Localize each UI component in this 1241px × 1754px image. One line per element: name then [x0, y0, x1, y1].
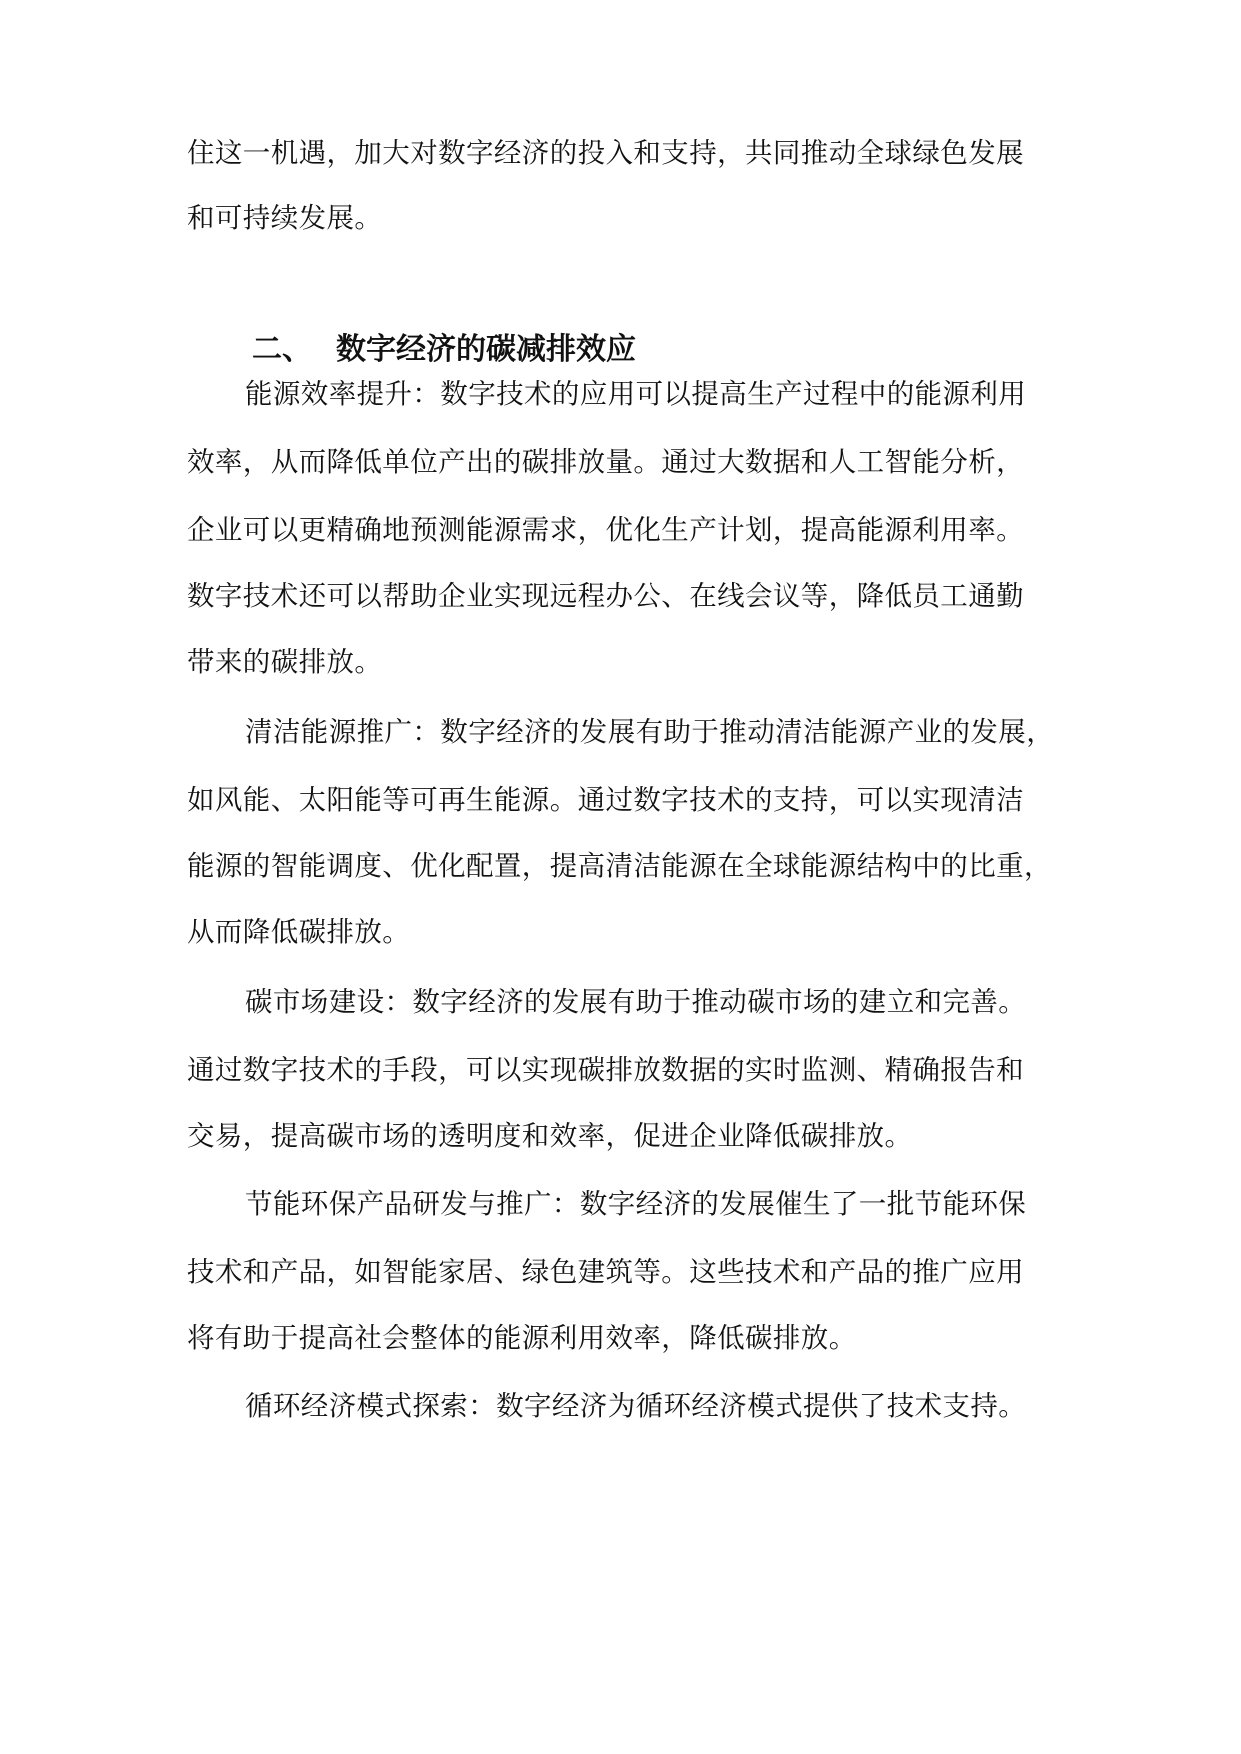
paragraph-line: 能源的智能调度、优化配置，提高清洁能源在全球能源结构中的比重，: [187, 850, 1052, 882]
paragraph-line: 通过数字技术的手段，可以实现碳排放数据的实时监测、精确报告和: [187, 1054, 1024, 1086]
paragraph-line: 将有助于提高社会整体的能源利用效率，降低碳排放。: [187, 1322, 857, 1354]
paragraph-line: 清洁能源推广：数字经济的发展有助于推动清洁能源产业的发展，: [245, 716, 1055, 748]
paragraph-line: 节能环保产品研发与推广：数字经济的发展催生了一批节能环保: [245, 1188, 1027, 1220]
paragraph-line: 企业可以更精确地预测能源需求，优化生产计划，提高能源利用率。: [187, 514, 1024, 546]
paragraph-line: 能源效率提升：数字技术的应用可以提高生产过程中的能源利用: [245, 378, 1027, 410]
intro-line: 住这一机遇，加大对数字经济的投入和支持，共同推动全球绿色发展: [187, 137, 1024, 169]
paragraph-line: 碳市场建设：数字经济的发展有助于推动碳市场的建立和完善。: [245, 986, 1027, 1018]
paragraph-line: 效率，从而降低单位产出的碳排放量。通过大数据和人工智能分析，: [187, 446, 1024, 478]
paragraph-line: 交易，提高碳市场的透明度和效率，促进企业降低碳排放。: [187, 1120, 913, 1152]
section-heading: [252, 330, 636, 370]
paragraph-line: 带来的碳排放。: [187, 646, 383, 678]
paragraph-line: 从而降低碳排放。: [187, 916, 411, 948]
paragraph-line: 如风能、太阳能等可再生能源。通过数字技术的支持，可以实现清洁: [187, 784, 1024, 816]
paragraph-line: 数字技术还可以帮助企业实现远程办公、在线会议等，降低员工通勤: [187, 580, 1024, 612]
paragraph-line: 循环经济模式探索：数字经济为循环经济模式提供了技术支持。: [245, 1390, 1027, 1422]
paragraph-line: 技术和产品，如智能家居、绿色建筑等。这些技术和产品的推广应用: [187, 1256, 1024, 1288]
section-title: 数字经济的碳减排效应: [336, 332, 636, 367]
section-number: 二、: [252, 332, 312, 367]
intro-line: 和可持续发展。: [187, 202, 383, 234]
